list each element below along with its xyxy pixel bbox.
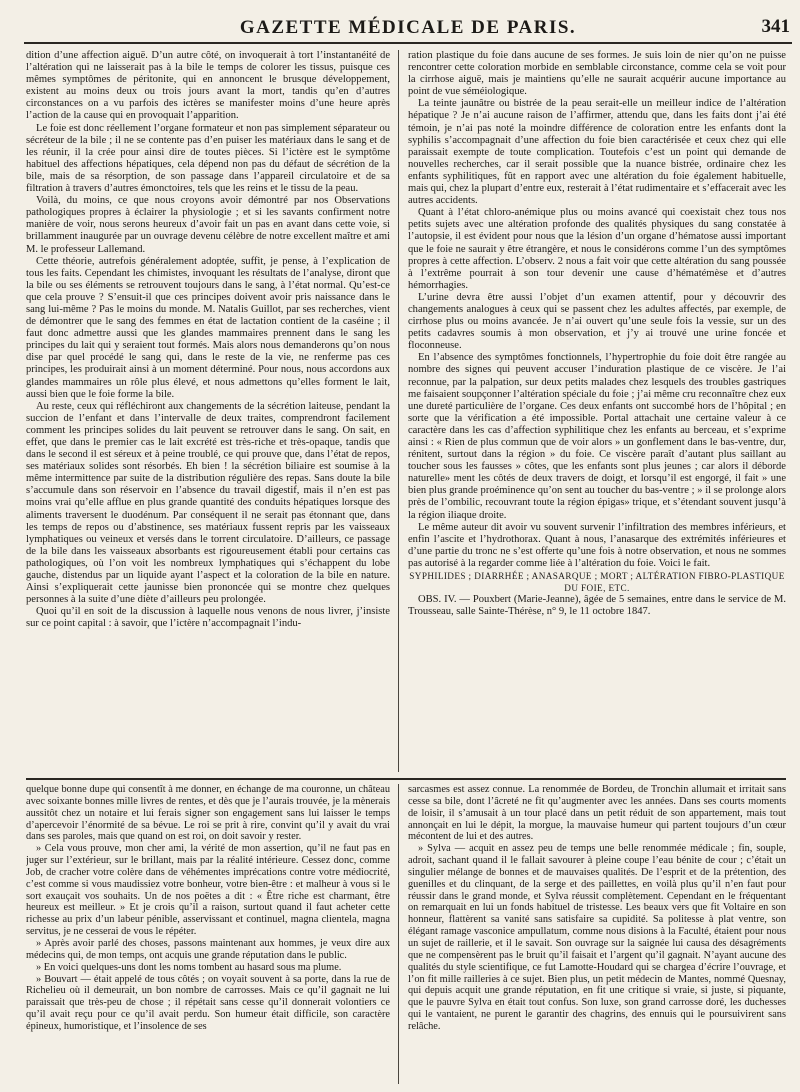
paragraph: Cette théorie, autrefois généralement adoptée, suffit, je pense, à l’explication de tous les faits. Cependant les chimistes, invoquant les résultats de l’analyse, diront que la bile ou ses éléments se retrouvent toujours dans le sang, à l’état normal. Qu’est-ce que cela prouve ? S’ensuit-il que ces principes doivent avoir pris naissance dans le sang lui-même ? Pas le moins du monde. M. Natalis Guillot, par ses recherches, vient de démontrer que le sang des femmes en état de lactation contient de la caséine ; il faut donc admettre aussi que les glandes mammaires prennent dans le sang les principes du lait qui y seraient tout formés. Mais alors nous demanderons qu’on nous dise par quel procédé le sang qui, dans le reste de la vie, ne renferme pas ces principes, les produirait ainsi à un moment déterminé. Pour nous, nous accordons aux glandes mammaires un rôle plus élevé, et nous admettons qu’elles forment le lait, aussi bien que le foie forme la bile. — [26, 255, 390, 400]
bottom-left-column — [26, 784, 390, 1088]
journal-title: GAZETTE MÉDICALE DE PARIS. — [239, 17, 577, 38]
column-divider — [398, 784, 399, 1084]
paragraph: dition d’une affection aiguë. D’un autre côté, on invoquerait à tort l’instantanéité de l’altération qui ne laisserait pas à la bile le temps de colorer les tissus, puisque ces mêmes symptômes de péritonite, qui en annoncent le brusque développement, existent au moins deux ou trois jours avant la mort, tandis qu’en d’autres circonstances on a vu parfois des ictères se manifester moins d’une heure après l’action de la cause qui en provoquait l’apparition. — [26, 50, 390, 122]
section-divider — [26, 778, 786, 780]
paragraph: L’urine devra être aussi l’objet d’un examen attentif, pour y découvrir des changements analogues à ceux qui se passent chez les adultes affectés, par exemple, de cirrhose plus ou moins avancée. Je n’ai ouvert qu’une seule fois la vessie, sur un des petits cadavres soumis à mon observation, et j’y ai trouvé une urine foncée et floconneuse. — [408, 291, 786, 352]
top-right-column — [408, 50, 786, 773]
paragraph: En l’absence des symptômes fonctionnels, l’hypertrophie du foie doit être rangée au nombre des signes qui peuvent accuser l’induration plastique de ce viscère. Je l’ai reconnue, par la palpation, sur deux petits malades chez lesquels des troubles gastriques me faisaient soupçonner l’altération spéciale du foie ; j’ai même cru reconnaître chez eux une dureté particulière de l’organe. Ces deux enfants ont succombé hors de l’hôpital ; en sorte que la vérification a été impossible. Portal attachait une certaine valeur à ce caractère dans les cas d’affection syphilitique chez les enfants au berceau, et s’exprime ainsi : « Rien de plus commun que de voir alors » un gonflement dans le bas-ventre, dur, rénitent, surtout dans la région » du foie. Ce viscère paraît d’autant plus saillant au toucher sous les fausses » côtes, que les enfants sont plus jeunes ; car alors il déborde naturelle» ment les côtés de deux travers de doigt, et lorsqu’il est engorgé, il fait » une bien plus grande proéminence qu’on sent au toucher du bas-ventre ; » il se prolonge alors près de l’ombilic, recouvrant toute la région épigas» trique, et s’étendant souvent jusqu’à la région iliaque droite. — [408, 352, 786, 521]
paragraph: » Sylva — acquit en assez peu de temps une belle renommée médicale ; fin, souple, adroit, sachant quand il le fallait savourer à pleine coupe l’eau bénite de cour ; c’était un singulier mélange de bonnes et de mauvaises qualités. De l’esprit et de la prétention, des guenilles et du clinquant, de la serge et des paillettes, en voilà plus qu’il n’en faut pour réussir dans le grand monde, et Sylva réussit complètement. Cependant en le fréquentant on remarquait en lui un fonds habituel de tristesse. Les beaux vers que fit Voltaire en son honneur, flattèrent sa vanité sans satisfaire sa cupidité. Sa politesse à plat ventre, son élégant ramage vasconice ampullatum, comme nous disions à la Faculté, étaient pour nous un sujet de raillerie, et il le savait. Son ouvrage sur la saignée lui causa des désagréments que ne compensèrent pas le bruit qu’il faisait et l’argent qu’il gagnait. N’ayant aucune des qualités du style scientifique, ce fut Lamotte-Houdard qui se chargea d’écrire l’ouvrage, et l’on fit mille railleries à ce sujet. Bien plus, un petit médecin de Mantes, nommé Quesnay, qui depuis acquit une grande réputation, en fit une critique si vraie, si juste, si piquante, que le pauvre Sylva en était tout confus. Son luxe, son grand carrosse doré, les duchesses qui le vantaient, ne purent le garantir des chagrins, des ennuis qui le poursuivirent sans relâche. — [408, 843, 786, 1032]
page-header — [24, 14, 792, 44]
case-heading: SYPHILIDES ; DIARRHÉE ; ANASARQUE ; MORT ; ALTÉRATION FIBRO-PLASTIQUE DU FOIE, ETC. — [409, 571, 785, 594]
paragraph: » Cela vous prouve, mon cher ami, la vérité de mon assertion, qu’il ne faut pas en juger sur l’extérieur, sur le brillant, mais par la réalité intérieure. Cessez donc, comme Job, de cracher votre colère dans de véhémentes imprécations contre votre médiocrité, c’est comme si vous maudissiez votre bonheur, votre bien-être : et malheur à vous si le sort exauçait vos souhaits. Un de nos poëtes a dit : « Être riche est charmant, être heureux est meilleur. » Et je crois qu’il a raison, surtout quand il faut acheter cette richesse au prix d’un labeur pénible, asservissant et continuel, magna clientela, magna servitus, je ne cesserai de vous le répéter. — [26, 843, 390, 938]
paragraph: » Bouvart — était appelé de tous côtés ; on voyait souvent à sa porte, dans la rue de Richelieu où il demeurait, un bon nombre de carrosses. Mais ce qu’il gagnait ne lui paraissait que très-peu de chose ; il répétait sans cesse qu’il donnerait volontiers ce qu’il avait reçu pour ce qu’il avait perdu. Son humeur était difficile, son caractère épineux, humoristique, et l’insolence de ses — [26, 973, 390, 1032]
paragraph: Voilà, du moins, ce que nous croyons avoir démontré par nos Observations pathologiques propres à éclairer la physiologie ; et si les savants confirment notre manière de voir, nous serons heureux d’avoir fait un pas en avant dans cette voie, si brillamment inaugurée par un ouvrage devenu célèbre de notre excellent maître et ami M. le professeur Lallemand. — [26, 195, 390, 255]
paragraph: Au reste, ceux qui réfléchiront aux changements de la sécrétion laiteuse, pendant la succion de l’enfant et dans l’intervalle de deux traites, comprendront facilement comment les principes solides du lait peuvent se retrouver dans le sang. On sait, en effet, que dans le premier cas le lait excrété est très-riche et très-opaque, tandis que dans le second il est séreux et à peine troublé, ce qui prouve que, dans l’état de repos, ses matériaux solides sont résorbés. Eh bien ! la sécrétion biliaire est soumise à la même intermittence par suite de la distribution régulière des repas. Sans doute la bile s’accumule dans son réservoir en l’absence du travail digestif, mais il n’en est pas moins vrai qu’elle afflue en plus grande quantité des conduits hépatiques lorsque des aliments traversent le duodénum. Par conséquent il ne serait pas étonnant que, dans les temps de repos ou d’abstinence, ses matériaux fussent repris par les vaisseaux lymphatiques ou veineux et versés dans le torrent circulatoire. D’ailleurs, ce passage de la bile dans les vaisseaux absorbants est rigoureusement établi pour certains cas pathologiques, où l’on voit les nombreux lymphatiques qui s’échappent du lobe gauche, distendus par un liquide ayant l’aspect et la coloration de la bile en nature. Ainsi s’expliquerait cette jaunisse bien prononcée qui se montre chez quelques personnes à la suite d’une diète d’ailleurs peu prolongée. — [26, 400, 390, 606]
top-left-column — [26, 50, 390, 748]
paragraph: ration plastique du foie dans aucune de ses formes. Je suis loin de nier qu’on ne puisse rencontrer cette coloration morbide en semblable circonstance, comme cela se voit pour la cirrhose aiguë, mais je maintiens qu’elle ne saurait acquérir aucune importance au point de vue séméiologique. — [408, 50, 786, 98]
paragraph: Quant à l’état chloro-anémique plus ou moins avancé qui coexistait chez tous nos petits sujets avec une altération profonde des qualités physiques du sang constatée à l’autopsie, il est évident pour nous que la lésion d’un organe d’hématose aussi important que le foie ne saurait y être étrangère, et nous le considérons comme l’un des symptômes propres à cette affection. L’observ. 2 nous a fait voir que cette altération du sang poussée à l’extrême pourrait à son tour devenir une cause d’hématémèse et d’autres hémorrhagies. — [408, 207, 786, 291]
paragraph: » En voici quelques-uns dont les noms tombent au hasard sous ma plume. — [36, 961, 342, 973]
paragraph: La teinte jaunâtre ou bistrée de la peau serait-elle un meilleur indice de l’altération hépatique ? Je n’ai aucune raison de l’affirmer, attendu que, dans les faits dont j’ai été témoin, je n’ai pas noté la moindre différence de coloration entre les enfants dont la syphilis s’accompagnait d’une affection du foie bien caractérisée et ceux chez qui elle paraissait exempte de toute complication. Toutefois c’est un point qui demande de nouvelles recherches, car il serait possible que la nuance bistrée, ordinaire chez les enfants syphilitiques, fût en rapport avec une altération du foie également habituelle, mais qui, chez la plupart d’entre eux, resterait à l’état rudimentaire et s’effacerait avec les autres accidents. — [408, 98, 786, 207]
case-observation: OBS. IV. — Pouxbert (Marie-Jeanne), âgée de 5 semaines, entre dans le service de M. Trousseau, salle Sainte-Thérèse, n° 9, le 11 octobre 1847. — [408, 594, 786, 618]
paragraph: Le foie est donc réellement l’organe formateur et non pas simplement séparateur ou sécréteur de la bile ; il ne se contente pas d’en puiser les matériaux dans le sang et de les réunir, il la crée pour ainsi dire de toutes pièces. Si l’ictère est le symptôme habituel des affections hépatiques, cela dépend non pas du défaut de sécrétion de la bile, mais de sa résorption, de son passage dans l’appareil circulatoire et de sa filtration à travers d’autres émonctoires, tels que les reins et le tissu de la peau. — [26, 122, 390, 195]
bottom-right-column — [408, 784, 786, 1088]
paragraph: » Après avoir parlé des choses, passons maintenant aux hommes, je veux dire aux médecins qui, de mon temps, ont acquis une grande réputation dans le public. — [26, 937, 390, 961]
page-number: 341 — [761, 16, 790, 37]
paragraph: quelque bonne dupe qui consentît à me donner, en échange de ma couronne, un château avec soixante bonnes mille livres de rentes, et dès que je l’aurais trouvée, je la mènerais aussitôt chez un notaire et lui ferais signer son engagement sans lui laisser le temps d’apercevoir l’énormité de sa bévue. Le roi se prit à rire, convint qu’il y avait du vrai dans ses paroles, mais que quand on est roi, on doit savoir y rester. — [26, 784, 390, 843]
paragraph: sarcasmes est assez connue. La renommée de Bordeu, de Tronchin allumait et irritait sans cesse sa bile, dont l’âcreté ne fit qu’augmenter avec les années. Dans ses courts moments de loisir, il s’amusait à un tour placé dans un petit réduit de son appartement, mais tout annonçait en lui le dépit, la morgue, la mauvaise humeur qui partent toujours d’un cœur mécontent de lui et des autres. — [408, 784, 786, 843]
paragraph: Quoi qu’il en soit de la discussion à laquelle nous venons de nous livrer, j’insiste sur ce point capital : à savoir, que l’ictère n’accompagnait l’indu- — [26, 606, 390, 630]
column-divider — [398, 50, 399, 772]
paragraph: Le même auteur dit avoir vu souvent survenir l’infiltration des membres inférieurs, et enfin l’ascite et l’hydrothorax. Quant à nous, l’anasarque des extrémités inférieures et d’une partie du tronc ne s’est offerte qu’une fois à notre observation, et nous ne sommes pas autorisé à la regarder comme liée à l’altération du foie. Voici le fait. — [408, 521, 786, 569]
